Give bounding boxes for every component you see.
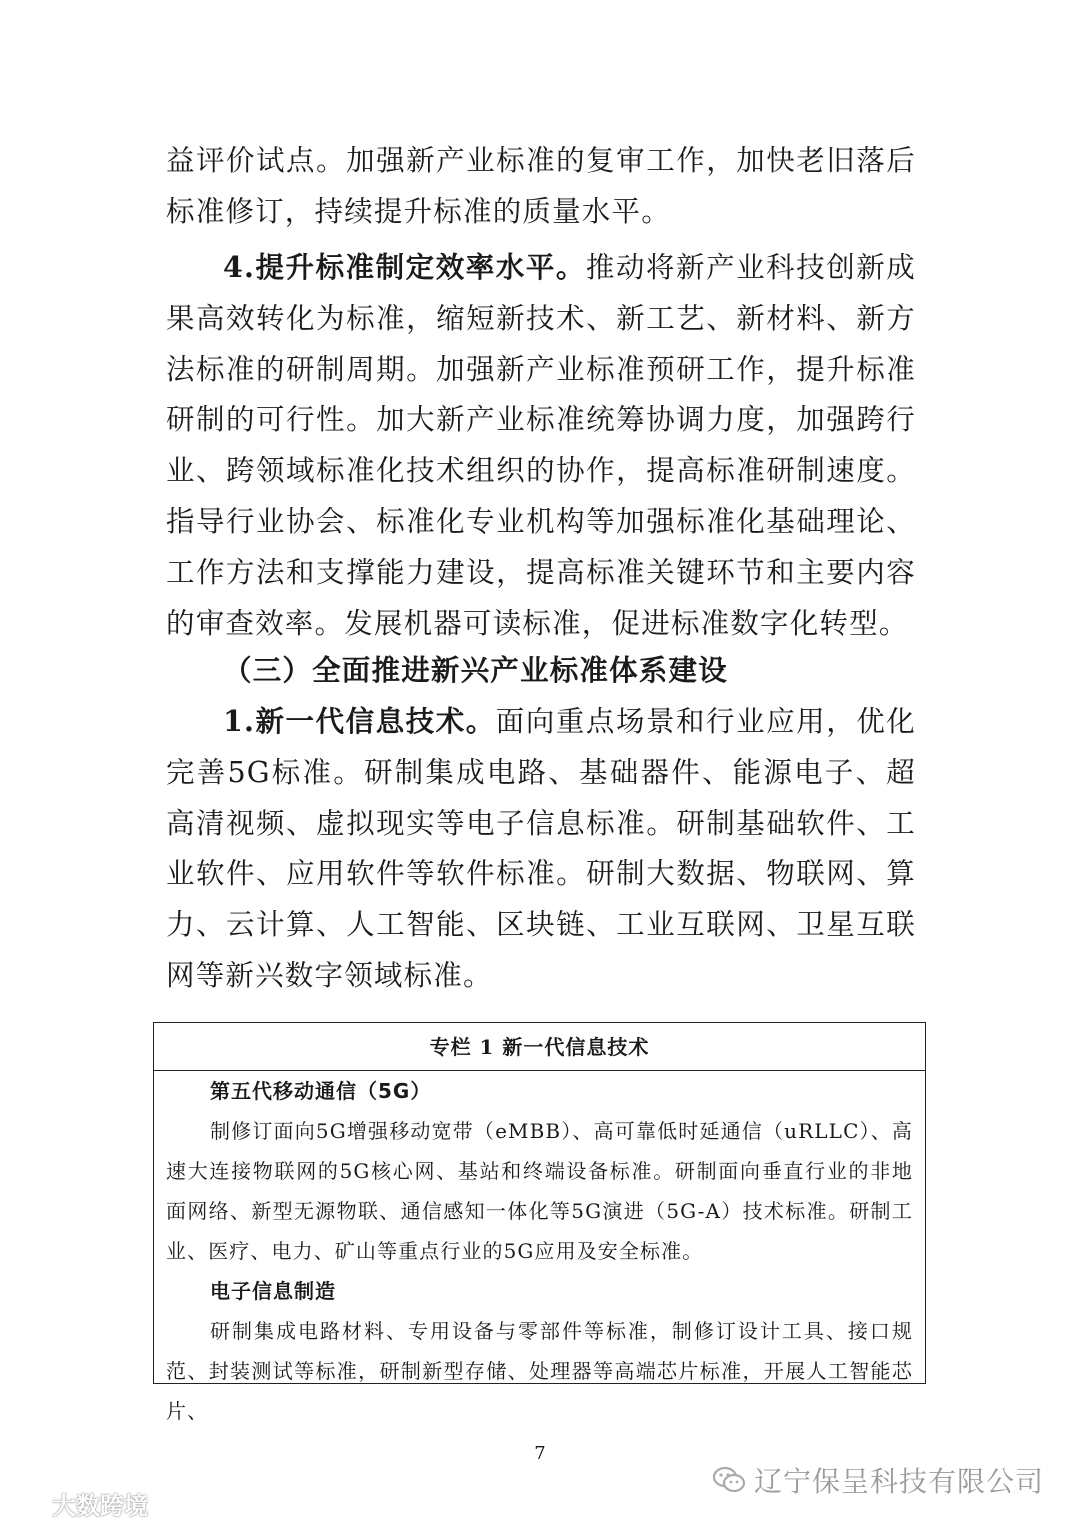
section-heading: （三）全面推进新兴产业标准体系建设 [223,653,728,687]
page-number: 7 [534,1443,546,1464]
brand-logo-icon [6,1491,46,1517]
box-section-title-electronics: 电子信息制造 [210,1279,336,1303]
paragraph-2 [166,242,916,649]
paragraph-2-body: 推动将新产业科技创新成果高效转化为标准，缩短新技术、新工艺、新材料、新方法标准的研制周期。加强新产业标准预研工作，提升标准研制的可行性。加大新产业标准统筹协调力度，加强跨行业、跨领域标准化技术组织的协作，提高标准研制速度。指导行业协会、标准化专业机构等加强标准化基础理论、工作方法和支撑能力建设，提高标准关键环节和主要内容的审查效率。发展机器可读标准，促进标准数字化转型。 [166,251,917,640]
paragraph-3-body: 面向重点场景和行业应用，优化完善5G标准。研制集成电路、基础器件、能源电子、超高清视频、虚拟现实等电子信息标准。研制基础软件、工业软件、应用软件等软件标准。研制大数据、物联网、算力、云计算、人工智能、区块链、工业互联网、卫星互联网等新兴数字领域标准。 [166,705,916,992]
wechat-icon [712,1466,746,1494]
box-body [154,1071,925,1431]
box-section-text-5g: 制修订面向5G增强移动宽带（eMBB）、高可靠低时延通信（uRLLC）、高速大连接物联网的5G核心网、基站和终端设备标准。研制面向垂直行业的非地面网络、新型无源物联、通信感知一体化等5G演进（5G-A）技术标准。研制工业、医疗、电力、矿山等重点行业的5G应用及安全标准。 [166,1119,913,1263]
column-box [153,1022,926,1423]
paragraph-3 [166,696,916,1002]
watermark-right-text: 辽宁保呈科技有限公司 [753,1465,1044,1498]
box-title: 专栏 1 新一代信息技术 [154,1023,925,1071]
watermark-left-text: 大数跨境 [52,1492,148,1520]
watermark-left [6,1486,148,1521]
paragraph-1: 益评价试点。加强新产业标准的复审工作，加快老旧落后标准修订，持续提升标准的质量水平。 [166,144,916,228]
watermark-right [712,1460,1044,1500]
box-section-text-electronics: 研制集成电路材料、专用设备与零部件等标准，制修订设计工具、接口规范、封装测试等标准，研制新型存储、处理器等高端芯片标准，开展人工智能芯片、 [166,1319,913,1423]
paragraph-2-lead: 4.提升标准制定效率水平。 [223,250,586,284]
paragraph-3-lead: 1.新一代信息技术。 [223,704,496,738]
box-section-title-5g: 第五代移动通信（5G） [210,1079,432,1103]
